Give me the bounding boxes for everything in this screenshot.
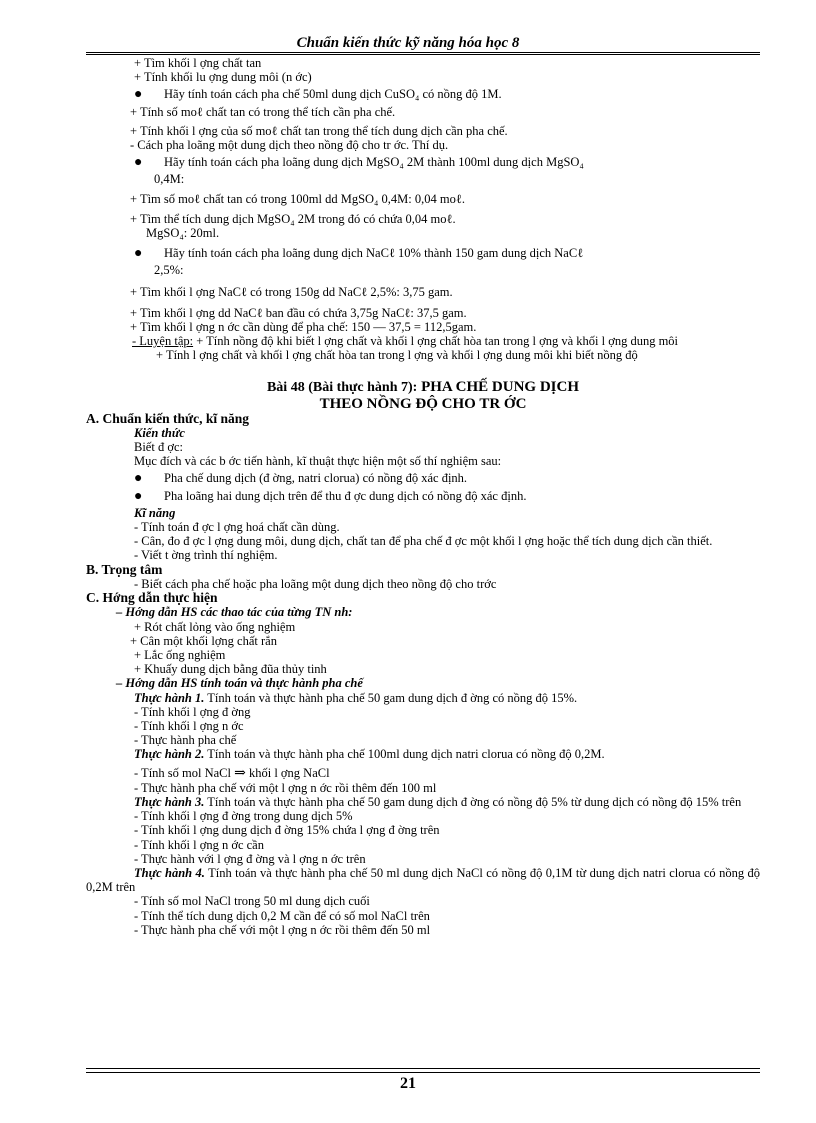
- header-rule: [86, 52, 760, 55]
- text-line: - Thực hành pha chế: [134, 733, 237, 748]
- dash-icon: –: [116, 605, 126, 620]
- bullet-item: [86, 87, 760, 101]
- bullet-item: [86, 246, 760, 260]
- bullet-item: [86, 489, 760, 503]
- text-line: + Tìm số moℓ chất tan có trong 100ml dd MgSO₄ 0,4M: 0,04 moℓ.: [130, 191, 465, 206]
- practice-label: Thực hành 3.: [134, 794, 205, 809]
- text-part: - Tính số mol NaCl: [134, 765, 235, 780]
- text-line: + Tính khối l ợng của số moℓ chất tan trong thể tích dung dịch cần pha chế.: [130, 123, 508, 138]
- text-line: - Tính khối l ợng n ớc cần: [134, 837, 264, 852]
- practice-2: [86, 747, 760, 761]
- footer-rule: [86, 1068, 760, 1069]
- bullet-icon: ●: [134, 155, 143, 171]
- text-line: - Thực hành pha chế với một l ợng n ớc rồi thêm đến 50 ml: [134, 922, 431, 937]
- section-c-heading: C. Hớng dẫn thực hiện: [86, 590, 218, 606]
- text-line: - Tính khối l ợng n ớc: [134, 718, 244, 733]
- text-line: - Thực hành pha chế với một l ợng n ớc rồi thêm đến 100 ml: [134, 780, 437, 795]
- bullet-text: Hãy tính toán cách pha loãng dung dịch NaCℓ 10% thành 150 gam dung dịch NaCℓ: [164, 246, 584, 261]
- text-line: 2,5%:: [154, 263, 184, 278]
- text-line: - Tính thể tích dung dịch 0,2 M cần để có số mol NaCl trên: [134, 908, 430, 923]
- bullet-icon: ●: [134, 246, 143, 262]
- lesson-title-line2: THEO NỒNG ĐỘ CHO TR ỚC: [319, 395, 527, 412]
- practice-paragraph: [86, 334, 760, 348]
- text-line: - Tính số mol NaCl trong 50 ml dung dịch cuối: [134, 894, 370, 909]
- practice-text: Tính toán và thực hành pha chế 100ml dung dịch natri clorua có nồng độ 0,2M.: [204, 747, 605, 762]
- practice-label: Thực hành 2.: [134, 747, 205, 762]
- text-line: 0,4M:: [154, 172, 185, 187]
- page-header-title: Chuẩn kiến thức kỹ năng hóa học 8: [296, 35, 520, 51]
- bullet-icon: ●: [134, 471, 143, 487]
- practice-label: - Luyện tập:: [132, 334, 194, 349]
- practice-text: Tính toán và thực hành pha chế 50 gam dung dịch đ ờng có nồng độ 15%.: [204, 690, 578, 705]
- practice-1: [86, 691, 760, 705]
- practice-3: [86, 795, 760, 809]
- text-line: + Khuấy dung dịch bằng đũa thủy tinh: [134, 662, 327, 677]
- bullet-text: Pha loãng hai dung dịch trên để thu đ ợc dung dịch có nồng độ xác định.: [164, 488, 527, 503]
- text-line: Biết đ ợc:: [134, 440, 183, 455]
- text-line: + Lắc ống nghiệm: [134, 647, 226, 662]
- bullet-text: Hãy tính toán cách pha loãng dung dịch MgSO₄ 2M thành 100ml dung dịch MgSO₄: [164, 155, 584, 170]
- text-line: + Tìm khối l ợng NaCℓ có trong 150g dd NaCℓ 2,5%: 3,75 gam.: [130, 284, 453, 299]
- text-line: + Tìm khối l ợng dd NaCℓ ban đầu có chứa 3,75g NaCℓ: 37,5 gam.: [130, 305, 467, 320]
- text-line: Mục đích và các b ớc tiến hành, kĩ thuật thực hiện một số thí nghiệm sau:: [134, 454, 502, 469]
- text-line: + Tính khối lu ợng dung môi (n ớc): [134, 70, 312, 85]
- text-line: + Tính số moℓ chất tan có trong thể tích cần pha chế.: [130, 104, 396, 119]
- bullet-icon: ●: [134, 488, 143, 504]
- text-line: - Tính khối l ợng đ ờng trong dung dịch 5%: [134, 809, 353, 824]
- practice-label: Thực hành 4.: [134, 865, 205, 880]
- practice-4: [86, 866, 760, 894]
- practice-label: Thực hành 1.: [134, 690, 205, 705]
- page-number: 21: [400, 1075, 416, 1092]
- implies-arrow-icon: ⇒: [234, 765, 246, 781]
- section-b-heading: B. Trọng tâm: [86, 561, 163, 577]
- bullet-item: [86, 471, 760, 485]
- lesson-title-main: PHA CHẾ DUNG DỊCH: [417, 378, 580, 395]
- footer-rule: [86, 1072, 760, 1073]
- bullet-text: Hãy tính toán cách pha chế 50ml dung dịch CuSO₄ có nồng độ 1M.: [164, 87, 502, 102]
- text-line: - Tính toán đ ợc l ợng hoá chất cần dùng.: [134, 520, 340, 535]
- text-line: - Thực hành với l ợng đ ờng và l ợng n ớc trên: [134, 851, 366, 866]
- text-line: + Cân một khối lợng chất rắn: [130, 633, 277, 648]
- lesson-title: [86, 379, 760, 396]
- text-line: + Tìm khối l ợng chất tan: [134, 56, 262, 70]
- section-a-heading: A. Chuẩn kiến thức, kĩ năng: [86, 410, 250, 426]
- guide-heading-text: Hớng dẫn HS các thao tác của từng TN nh:: [125, 605, 353, 620]
- text-line: - Cân, đo đ ợc l ợng dung môi, dung dịch, chất tan để pha chế đ ợc một khối l ợng hoặc thể tích dung dịch cần thiết.: [134, 534, 713, 549]
- guide-heading-1: [86, 605, 760, 619]
- knowledge-heading: Kiến thức: [134, 425, 185, 440]
- text-line: + Rót chất lỏng vào ống nghiệm: [134, 619, 296, 634]
- bullet-text: Pha chế dung dịch (đ ờng, natri clorua) có nồng độ xác định.: [164, 471, 468, 486]
- text-line: + Tìm khối l ợng n ớc cần dùng để pha chế: 150 — 37,5 = 112,5gam.: [130, 320, 477, 335]
- text-line: + Tính l ợng chất và khối l ợng chất hòa tan trong l ợng và khối l ợng dung môi khi biết nồng độ: [156, 348, 638, 363]
- dash-icon: –: [116, 676, 126, 691]
- page-content: [86, 56, 760, 937]
- text-line: - Cách pha loãng một dung dịch theo nồng độ cho tr ớc. Thí dụ.: [130, 138, 449, 153]
- text-line: + Tìm thể tích dung dịch MgSO₄ 2M trong đó có chứa 0,04 moℓ.: [130, 211, 456, 226]
- lesson-title-prefix: Bài 48 (Bài thực hành 7):: [266, 379, 418, 395]
- practice-text: + Tính nồng độ khi biết l ợng chất và khối l ợng chất hòa tan trong l ợng và khối l ợng dung môi: [193, 334, 679, 349]
- text-line: MgSO₄: 20ml.: [146, 226, 220, 241]
- text-part: khối l ợng NaCl: [245, 765, 330, 780]
- bullet-item: [86, 155, 760, 169]
- text-line: [86, 766, 760, 781]
- practice-text: Tính toán và thực hành pha chế 50 ml dung dịch NaCl có nồng độ 0,1M từ dung dịch natri clorua có nồng độ 0,2M trên: [86, 865, 760, 895]
- text-line: - Viết t ờng trình thí nghiệm.: [134, 548, 278, 563]
- guide-heading-2: [86, 676, 760, 690]
- guide-heading-text: Hớng dẫn HS tính toán và thực hành pha chế: [125, 676, 363, 691]
- skills-heading: Kĩ năng: [134, 505, 176, 520]
- text-line: - Biết cách pha chế hoặc pha loãng một dung dịch theo nồng độ cho trớc: [134, 576, 497, 591]
- text-line: - Tính khối l ợng đ ờng: [134, 704, 251, 719]
- text-line: - Tính khối l ợng dung dịch đ ờng 15% chứa l ợng đ ờng trên: [134, 823, 440, 838]
- bullet-icon: ●: [134, 87, 143, 103]
- practice-text: Tính toán và thực hành pha chế 50 gam dung dịch đ ờng có nồng độ 5% từ dung dịch có nồng độ 15% trên: [204, 794, 742, 809]
